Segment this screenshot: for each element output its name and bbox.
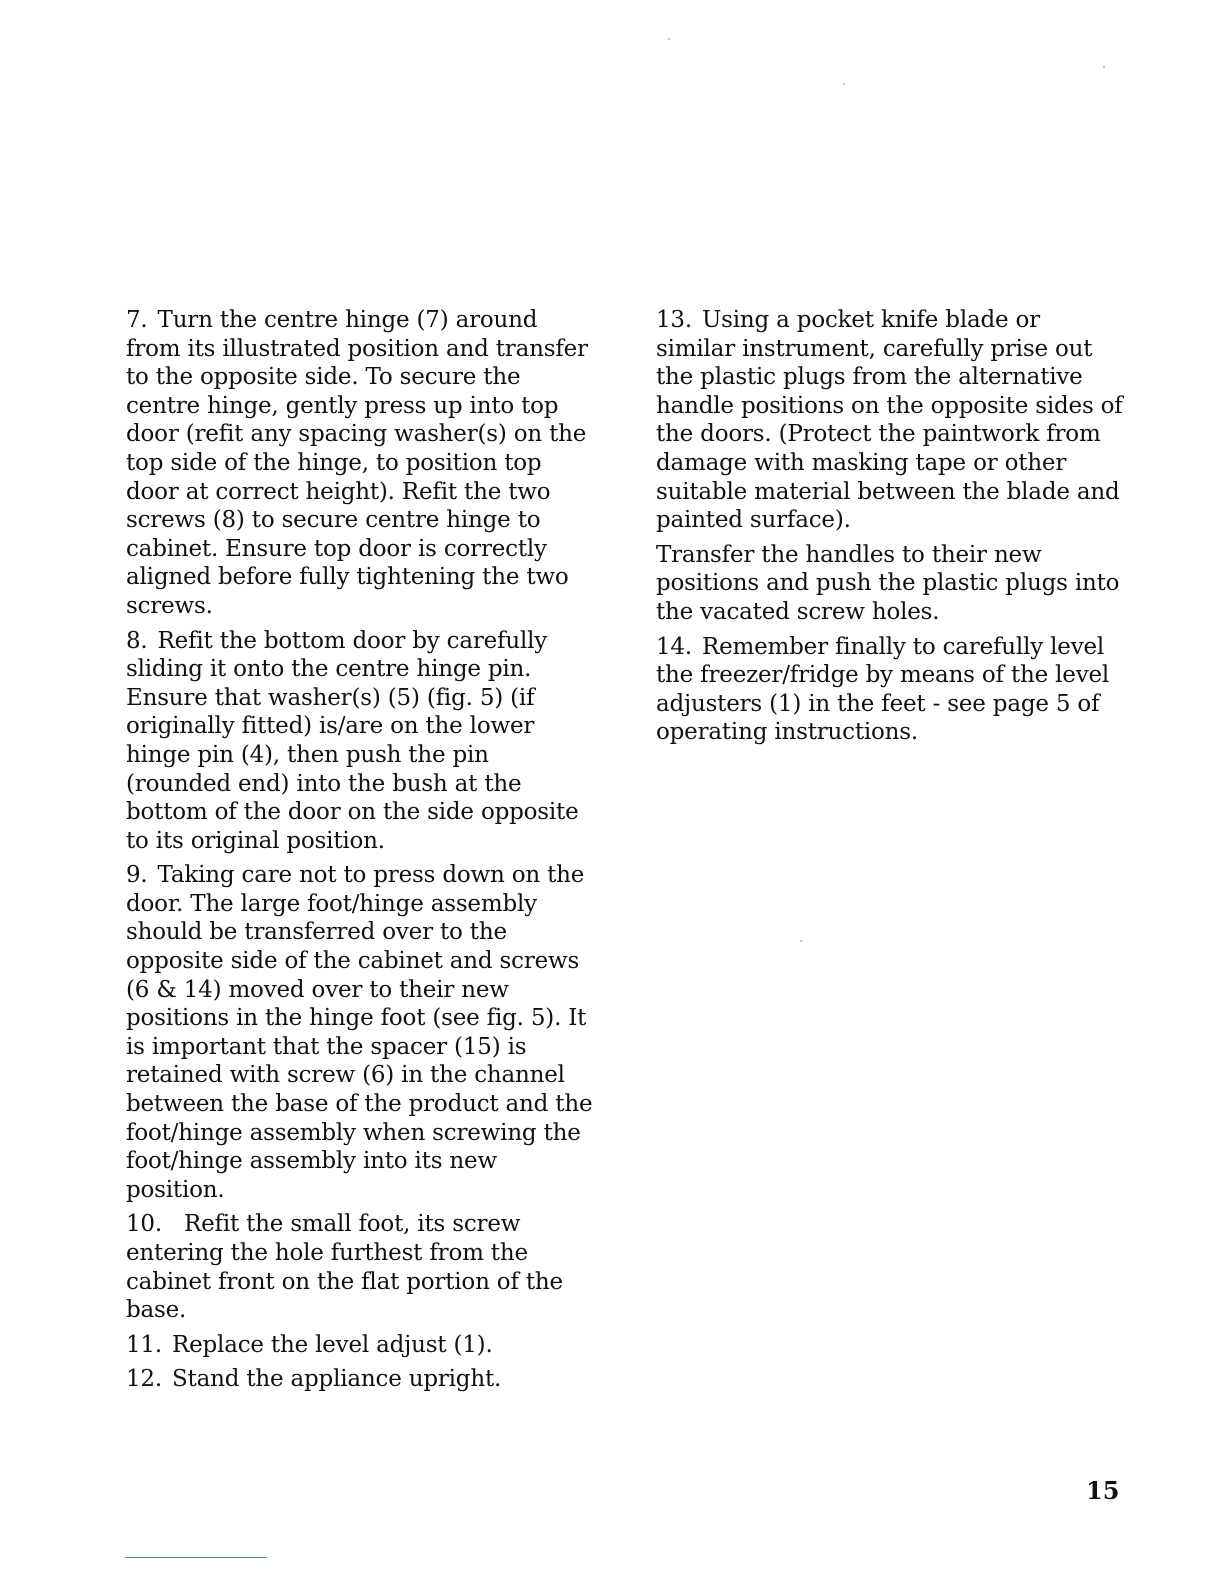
scan-speck [668,38,670,40]
step-7 [126,306,598,621]
step-11 [126,1331,598,1360]
step-10 [126,1210,598,1324]
step-number: 9. [126,862,148,889]
left-column [126,306,598,1400]
step-number: 13. [656,307,692,333]
step-number: 12. [126,1366,162,1393]
page-number: 15 [1086,1476,1120,1505]
step-text: Taking care not to press down on the door. The large foot/hinge assembly should be transferred over to the opposite side of the cabinet and screws (6 & 14) moved over to their new positions in the hinge foot (see fig. 5). It is important that the spacer (15) is retained with screw (6) in the channel between the base of the product and the foot/hinge assembly when screwing the foot/hinge assembly into its new position. [126,862,593,1203]
step-13 [656,306,1126,535]
step-number: 7. [126,307,148,333]
footer-rule [125,1557,267,1558]
step-text: Stand the appliance upright. [171,1366,502,1393]
scan-speck [1103,66,1105,68]
step-9 [126,861,598,1204]
step-text: Using a pocket knife blade or similar instrument, carefully prise out the plastic plugs from the alternative handle positions on the opposite sides of the doors. (Protect the paintwork from damage with masking tape or other suitable material between the blade and painted surface). [656,307,1123,534]
step-text: Refit the bottom door by carefully sliding it onto the centre hinge pin. Ensure that washer(s) (5) (fig. 5) (if originally fitted) is/are on the lower hinge pin (4), then push the pin (rounded end) into the bush at the bottom of the door on the side opposite to its original position. [126,627,579,854]
step-text: Refit the small foot, its screw entering the hole furthest from the cabinet front on the flat portion of the base. [126,1211,563,1324]
step-number: 8. [126,627,148,654]
step-13-continued: Transfer the handles to their new positions and push the plastic plugs into the vacated screw holes. [656,541,1120,625]
scan-speck [800,940,802,942]
step-12 [126,1365,598,1394]
scan-speck [843,83,845,85]
step-text: Turn the centre hinge (7) around from its illustrated position and transfer to the opposite side. To secure the centre hinge, gently press up into top door (refit any spacing washer(s) on the top side of the hinge, to position top door at correct height). Refit the two screws (8) to secure centre hinge to cabinet. Ensure top door is correctly aligned before fully tightening the two screws. [126,307,588,619]
step-number: 11. [126,1331,162,1358]
step-number: 10. [126,1211,162,1238]
step-text: Remember finally to carefully level the freezer/fridge by means of the level adjusters (1) in the feet - see page 5 of operating instructions. [656,633,1110,746]
step-14 [656,633,1126,747]
step-number: 14. [656,633,692,660]
step-8 [126,627,598,856]
step-text: Replace the level adjust (1). [171,1331,493,1358]
right-column [656,306,1126,753]
